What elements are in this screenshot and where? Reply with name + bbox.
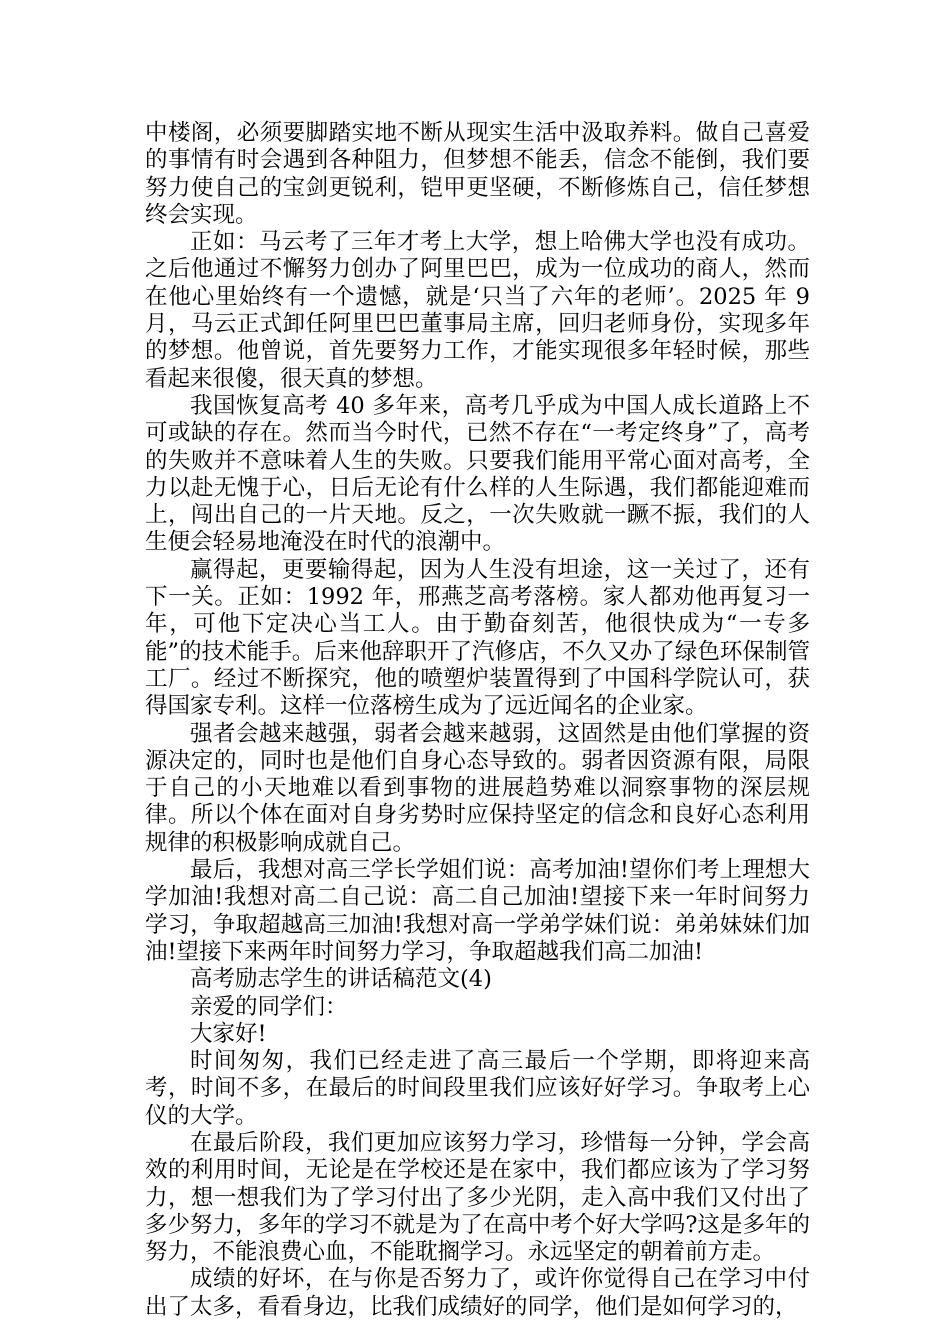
- greeting: 大家好!: [190, 1020, 267, 1047]
- paragraph-1: 中楼阁，必须要脚踏实地不断从现实生活中汲取养料。做自己喜爱的事情有时会遇到各种阻力，但梦想不能丢，信念不能倒，我们要努力使自己的宝剑更锐利，铠甲更坚硬，不断修炼自己，信任梦想终会实现。: [145, 120, 810, 228]
- paragraph-8: 在最后阶段，我们更加应该努力学习，珍惜每一分钟，学会高效的利用时间，无论是在学校还是在家中，我们都应该为了学习努力，想一想我们为了学习付出了多少光阴，走入高中我们又付出了多少努力，多年的学习不就是为了在高中考个好大学吗?这是多年的努力，不能浪费心血，不能耽搁学习。永远坚定的朝着前方走。: [145, 1129, 810, 1266]
- section-heading: 高考励志学生的讲话稿范文(4): [190, 966, 492, 993]
- paragraph-6: 最后，我想对高三学长学姐们说：高考加油!望你们考上理想大学加油!我想对高二自己说：高二自己加油!望接下来一年时间努力学习，争取超越高三加油!我想对高一学弟学妹们说：弟弟妹妹们加油!望接下来两年时间努力学习，争取超越我们高二加油!: [145, 857, 810, 965]
- paragraph-4: 赢得起，更要输得起，因为人生没有坦途，这一关过了，还有下一关。正如：1992 年，邢燕芝高考落榜。家人都劝他再复习一年，可他下定决心当工人。由于勤奋刻苦，他很快成为“一专多能”的技术能手。后来他辞职开了汽修店，不久又办了绿色环保制管工厂。经过不断探究，他的喷塑炉装置得到了中国科学院认可，获得国家专利。这样一位落榜生成为了远近闻名的企业家。: [145, 556, 810, 720]
- paragraph-9: 成绩的好坏，在与你是否努力了，或许你觉得自己在学习中付出了太多，看看身边，比我们成绩好的同学，他们是如何学习的，: [145, 1266, 810, 1320]
- paragraph-3: 我国恢复高考 40 多年来，高考几乎成为中国人成长道路上不可或缺的存在。然而当今时代，已然不存在“一考定终身”了，高考的失败并不意味着人生的失败。只要我们能用平常心面对高考，全力以赴无愧于心，日后无论有什么样的人生际遇，我们都能迎难而上，闯出自己的一片天地。反之，一次失败就一蹶不振，我们的人生便会轻易地淹没在时代的浪潮中。: [145, 392, 810, 556]
- salutation: 亲爱的同学们：: [190, 993, 348, 1020]
- paragraph-5: 强者会越来越强，弱者会越来越弱，这固然是由他们掌握的资源决定的，同时也是他们自身心态导致的。弱者因资源有限，局限于自己的小天地难以看到事物的进展趋势难以洞察事物的深层规律。所以个体在面对自身劣势时应保持坚定的信念和良好心态利用规律的积极影响成就自己。: [145, 720, 810, 856]
- paragraph-2: 正如：马云考了三年才考上大学，想上哈佛大学也没有成功。之后他通过不懈努力创办了阿里巴巴，成为一位成功的商人，然而在他心里始终有一个遗憾，就是‘只当了六年的老师’。2025 年 9 月，马云正式卸任阿里巴巴董事局主席，回归老师身份，实现多年的梦想。他曾说，首先要努力工作，才能实现很多年轻时候，那些看起来很傻，很天真的梦想。: [145, 229, 810, 392]
- paragraph-7: 时间匆匆，我们已经走进了高三最后一个学期，即将迎来高考，时间不多，在最后的时间段里我们应该好好学习。争取考上心仪的大学。: [145, 1048, 810, 1129]
- document-page: [145, 120, 810, 1321]
